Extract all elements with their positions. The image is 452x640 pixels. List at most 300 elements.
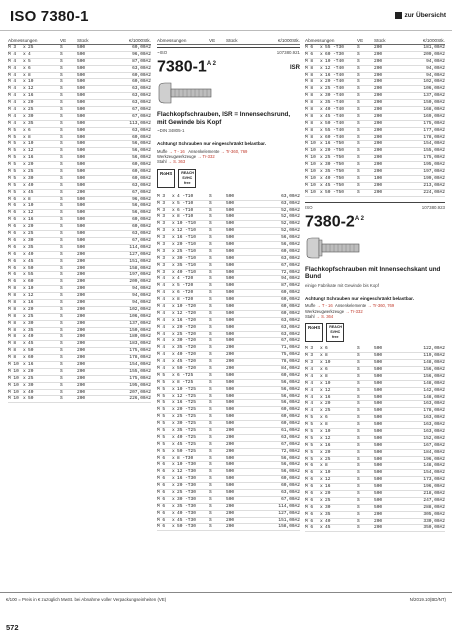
size-length: 12 (325, 387, 331, 393)
size-length: 30 -T25 (177, 421, 196, 427)
size-length: 16 -T50 (325, 141, 344, 147)
size-dim: M 6 (157, 476, 166, 482)
size-length: 25 -T20 (177, 331, 196, 337)
size-length: 12 -T10 (177, 228, 196, 234)
price-cell: 67,00A2 (132, 189, 151, 195)
size-length: 55 -T40 (325, 127, 344, 133)
overview-link[interactable] (395, 12, 446, 19)
size-length: 30 -T20 (177, 338, 196, 344)
ve-cell: S (209, 352, 212, 358)
size-sep: x (172, 200, 175, 206)
size-dim: M 6 (157, 524, 166, 530)
product-meta (157, 149, 300, 165)
price-cell: 78,00A2 (281, 359, 300, 365)
size-length: 6 (325, 346, 328, 352)
ve-cell: S (209, 462, 212, 468)
size-length: 25 (325, 497, 331, 503)
price-cell: 67,00A2 (281, 338, 300, 344)
price-cell: 52,00A2 (281, 214, 300, 220)
price-cell: 63,00A2 (281, 434, 300, 440)
size-length: 12 -T20 (177, 310, 196, 316)
qty-cell: 200 (374, 65, 383, 71)
price-cell: 60,00A2 (132, 175, 151, 181)
size-dim: M 5 (8, 148, 17, 154)
price-cell: 148,00A2 (423, 394, 445, 400)
price-cell: 150,00A2 (423, 100, 445, 106)
size-dim: M 8 (305, 86, 314, 92)
qty-cell: 500 (77, 175, 86, 181)
price-cell: 154,00A2 (423, 470, 445, 476)
size-length: 35 (28, 327, 34, 333)
table-row (8, 121, 151, 128)
price-cell: 305,00A2 (423, 511, 445, 517)
size-length: 25 (28, 313, 34, 319)
size-length: 30 -T40 (325, 93, 344, 99)
qty-cell: 500 (226, 462, 235, 468)
qty-cell: 500 (77, 169, 86, 175)
size-dim: M 5 (8, 189, 17, 195)
ve-cell: S (357, 155, 360, 161)
ve-cell: S (209, 428, 212, 434)
size-sep: x (320, 72, 323, 78)
ve-cell: S (60, 72, 63, 78)
size-dim: M 6 (8, 231, 17, 237)
table-row (305, 100, 445, 107)
qty-cell: 200 (77, 286, 86, 292)
size-dim: M 5 (157, 428, 166, 434)
qty-cell: 500 (77, 155, 86, 161)
price-cell: 52,00A2 (281, 207, 300, 213)
price-cell: 60,00A2 (132, 169, 151, 175)
product-subtitle: einige Fabrikate mit Gewinde bis Kopf (305, 282, 379, 288)
size-dim: M 5 (305, 442, 314, 448)
meta-link[interactable]: → Tr-332 (197, 153, 215, 159)
size-sep: x (23, 306, 26, 312)
size-dim: M 3 (157, 248, 166, 254)
size-length: 40 (325, 518, 331, 524)
table-row (8, 52, 151, 59)
table-header (8, 37, 151, 45)
size-length: 20 (28, 306, 34, 312)
size-dim: M 3 (157, 241, 166, 247)
size-dim: M 4 (305, 394, 314, 400)
size-length: 12 (28, 86, 34, 92)
qty-cell: 200 (77, 348, 86, 354)
table-row (157, 256, 300, 263)
ve-cell: S (357, 491, 360, 497)
ve-cell: S (357, 470, 360, 476)
size-sep: x (172, 372, 175, 378)
qty-cell: 200 (374, 525, 383, 531)
size-length: 50 (28, 396, 34, 402)
size-dim: M 3 (157, 200, 166, 206)
price-cell: 56,00A2 (281, 462, 300, 468)
size-sep: x (172, 352, 175, 358)
price-cell: 156,00A2 (423, 373, 445, 379)
table-row (8, 293, 151, 300)
price-cell: 63,00A2 (132, 65, 151, 71)
page-number: 572 (6, 623, 19, 632)
table-row (157, 249, 300, 256)
meta-link[interactable]: → Tr-360, 769 (367, 303, 395, 309)
price-cell: 60,00A2 (281, 407, 300, 413)
qty-cell: 500 (77, 79, 86, 85)
price-cell: 152,00A2 (423, 435, 445, 441)
qty-cell: 200 (374, 51, 383, 57)
qty-cell: 200 (226, 345, 235, 351)
size-length: 25 (28, 375, 34, 381)
size-dim: M 6 (8, 203, 17, 209)
qty-cell: 500 (226, 421, 235, 427)
price-cell: 199,00A2 (423, 175, 445, 181)
table-row (305, 491, 445, 498)
qty-cell: 200 (77, 334, 86, 340)
size-length: 10 -T25 (177, 386, 196, 392)
price-cell: 63,00A2 (281, 200, 300, 206)
price-cell: 60,00A2 (281, 414, 300, 420)
size-length: 60 -T40 (325, 134, 344, 140)
size-sep: x (23, 224, 26, 230)
size-sep: x (23, 320, 26, 326)
size-dim: M 10 (305, 189, 316, 195)
size-dim: M 6 (8, 237, 17, 243)
size-length: 10 (325, 380, 331, 386)
size-sep: x (23, 45, 26, 50)
price-cell: 60,00A2 (281, 248, 300, 254)
price-cell: 60,00A2 (132, 134, 151, 140)
size-dim: M 8 (8, 355, 17, 361)
size-sep: x (320, 373, 323, 379)
qty-cell: 200 (226, 434, 235, 440)
size-dim: M 8 (8, 293, 17, 299)
ve-cell: S (209, 324, 212, 330)
price-cell: 96,00A2 (132, 51, 151, 57)
size-length: 30 (28, 382, 34, 388)
product-block-7380-2 (305, 202, 445, 343)
qty-cell: 500 (77, 86, 86, 92)
size-length: 5 -T10 (177, 200, 194, 206)
table-row (157, 449, 300, 456)
screw-icon (157, 81, 217, 105)
qty-cell: 200 (77, 258, 86, 264)
ve-cell: S (60, 286, 63, 292)
table-row (8, 245, 151, 252)
table-row (8, 369, 151, 376)
size-length: 4 -T20 (177, 276, 194, 282)
ve-cell: S (357, 182, 360, 188)
size-length: 30 -T30 (177, 496, 196, 502)
qty-cell: 200 (226, 524, 235, 530)
ve-cell: S (357, 373, 360, 379)
ve-cell: S (209, 303, 212, 309)
badges (157, 169, 300, 188)
price-cell: 56,00A2 (132, 141, 151, 147)
ve-cell: S (60, 306, 63, 312)
qty-cell: 500 (226, 469, 235, 475)
qty-cell: 200 (374, 107, 383, 113)
ve-cell: S (209, 379, 212, 385)
qty-cell: 500 (374, 373, 383, 379)
price-cell: 60,00A2 (132, 162, 151, 168)
size-dim: M 8 (8, 306, 17, 312)
price-cell: 63,00A2 (281, 490, 300, 496)
size-length: 50 -T30 (177, 524, 196, 530)
ve-cell: S (357, 162, 360, 168)
size-dim: M 10 (8, 389, 19, 395)
size-sep: x (23, 162, 26, 168)
price-cell: 213,00A2 (423, 182, 445, 188)
ve-cell: S (209, 469, 212, 475)
size-sep: x (172, 441, 175, 447)
size-length: 35 (325, 511, 331, 517)
table-row (8, 396, 151, 403)
size-length: 6 (28, 65, 31, 71)
qty-cell: 500 (77, 231, 86, 237)
product-title: Flachkopfschrauben, ISR = Innensechsrund, mit Gewinde bis Kopf (157, 111, 291, 126)
ve-cell: S (357, 360, 360, 366)
qty-cell: 200 (226, 366, 235, 371)
rohs-badge: RoHS (305, 323, 323, 342)
qty-cell: 500 (77, 93, 86, 99)
size-length: 10 -T10 (177, 221, 196, 227)
meta-link[interactable]: → Tr-360, 769 (220, 148, 248, 154)
price-cell: 158,00A2 (129, 265, 151, 271)
size-length: 10 -T30 (177, 462, 196, 468)
price-cell: 94,00A2 (281, 276, 300, 282)
size-length: 55 -T30 (325, 45, 344, 50)
size-length: 16 -T25 (177, 400, 196, 406)
price-cell: 175,00A2 (423, 155, 445, 161)
qty-cell: 200 (374, 113, 383, 119)
size-length: 20 -T50 (325, 148, 344, 154)
size-length: 12 -T40 (325, 65, 344, 71)
size-sep: x (320, 169, 323, 175)
price-cell: 163,00A2 (423, 422, 445, 428)
table-row (305, 52, 445, 59)
price-cell: 151,00A2 (278, 517, 300, 523)
qty-cell: 200 (226, 359, 235, 365)
size-sep: x (23, 217, 26, 223)
qty-cell: 200 (77, 396, 86, 402)
size-length: 16 (28, 299, 34, 305)
ve-cell: S (209, 414, 212, 420)
ve-cell: S (357, 86, 360, 92)
table-row (305, 505, 445, 512)
ve-cell: S (209, 372, 212, 378)
product-header (157, 50, 300, 55)
meta-link[interactable]: → S. 364 (315, 313, 334, 319)
price-cell: 180,00A2 (129, 334, 151, 340)
size-dim: M 6 (305, 470, 314, 476)
price-cell: 127,00A2 (129, 251, 151, 257)
size-dim: M 5 (8, 141, 17, 147)
size-dim: M 10 (8, 368, 19, 374)
size-sep: x (23, 327, 26, 333)
size-sep: x (23, 382, 26, 388)
size-length: 10 (325, 429, 331, 435)
qty-cell: 200 (374, 189, 383, 195)
price-cell: 119,00A2 (423, 353, 445, 359)
size-sep: x (23, 79, 26, 85)
size-sep: x (172, 324, 175, 330)
price-cell: 56,00A2 (281, 400, 300, 406)
size-dim: M 8 (8, 286, 17, 292)
ve-cell: S (60, 396, 63, 402)
size-dim: M 5 (157, 407, 166, 413)
size-sep: x (320, 456, 323, 462)
size-sep: x (23, 203, 26, 209)
ve-cell: S (209, 221, 212, 227)
price-cell: 56,00A2 (281, 235, 300, 241)
size-sep: x (172, 428, 175, 434)
qty-cell: 500 (77, 217, 86, 223)
size-dim: M 6 (305, 491, 314, 497)
size-sep: x (320, 429, 323, 435)
qty-cell: 500 (226, 214, 235, 220)
size-dim: M 8 (305, 113, 314, 119)
meta-key: Werkzeugwerkzeuge (305, 308, 345, 314)
qty-cell: 500 (374, 463, 383, 469)
size-dim: M 4 (8, 113, 17, 119)
table-row (8, 114, 151, 121)
table-row (8, 66, 151, 73)
table-row (157, 380, 300, 387)
price-cell: 155,00A2 (423, 148, 445, 154)
ve-cell: S (357, 401, 360, 407)
size-sep: x (172, 496, 175, 502)
size-dim: M 4 (157, 276, 166, 282)
size-dim: M 4 (8, 100, 17, 106)
table-row (305, 114, 445, 121)
size-sep: x (320, 477, 323, 483)
qty-cell: 500 (226, 372, 235, 378)
header-size: Abmessungen (157, 38, 187, 43)
price-cell: 56,00A2 (132, 148, 151, 154)
meta-link[interactable]: → S. 363 (167, 159, 186, 165)
size-sep: x (23, 341, 26, 347)
size-sep: x (172, 393, 175, 399)
size-length: 35 -T25 (177, 428, 196, 434)
size-sep: x (172, 214, 175, 220)
price-cell: 60,00A2 (281, 476, 300, 482)
qty-cell: 500 (226, 393, 235, 399)
price-cell: 94,00A2 (426, 65, 445, 71)
size-length: 45 -T50 (325, 182, 344, 188)
ve-cell: S (60, 175, 63, 181)
size-sep: x (320, 93, 323, 99)
price-cell: 156,00A2 (423, 367, 445, 372)
qty-cell: 500 (226, 207, 235, 213)
table-row (305, 59, 445, 66)
table-row (157, 511, 300, 518)
ve-cell: S (60, 244, 63, 250)
ve-cell: S (357, 415, 360, 421)
size-length: 40 -T25 (177, 434, 196, 440)
ve-cell: S (60, 203, 63, 209)
price-cell: 94,00A2 (132, 299, 151, 305)
size-sep: x (23, 65, 26, 71)
product-label: ~ISO (157, 50, 168, 55)
qty-cell: 500 (226, 476, 235, 482)
meta-link[interactable]: → T - 16 (316, 303, 333, 309)
size-dim: M 3 (157, 228, 166, 234)
qty-cell: 500 (374, 442, 383, 448)
size-length: 12 (325, 477, 331, 483)
qty-cell: 200 (77, 382, 86, 388)
ve-cell: S (60, 272, 63, 278)
qty-cell: 500 (226, 324, 235, 330)
qty-cell: 200 (77, 313, 86, 319)
price-cell: 56,00A2 (132, 155, 151, 161)
table-row (157, 297, 300, 304)
price-cell: 178,00A2 (423, 134, 445, 140)
size-sep: x (172, 331, 175, 337)
size-length: 40 (28, 182, 34, 188)
size-sep: x (320, 415, 323, 421)
product-warning: Achtung! Schrauben nur eingeschränkt belastbar. (305, 295, 414, 301)
size-dim: M 5 (8, 162, 17, 168)
size-sep: x (320, 463, 323, 469)
table-row (305, 436, 445, 443)
ve-cell: S (209, 524, 212, 530)
table-row (157, 325, 300, 332)
price-cell: 63,00A2 (132, 100, 151, 106)
qty-cell: 500 (374, 470, 383, 476)
size-sep: x (320, 491, 323, 497)
qty-cell: 500 (374, 401, 383, 407)
price-cell: 122,00A2 (423, 346, 445, 352)
table-row (8, 376, 151, 383)
table-row (157, 435, 300, 442)
size-dim: M 3 (305, 360, 314, 366)
qty-cell: 500 (374, 387, 383, 393)
size-dim: M 10 (305, 175, 316, 181)
qty-cell: 500 (374, 449, 383, 455)
size-sep: x (172, 338, 175, 344)
size-dim: M 3 (157, 235, 166, 241)
qty-cell: 200 (226, 503, 235, 509)
meta-link[interactable]: → Tr-332 (345, 308, 363, 314)
size-dim: M 10 (305, 148, 316, 154)
meta-link[interactable]: → T - 16 (168, 148, 185, 154)
size-dim: M 3 (157, 207, 166, 213)
table-row (305, 512, 445, 519)
size-sep: x (320, 141, 323, 147)
product-number-text: 7380-2 (305, 212, 355, 230)
price-cell: 67,00A2 (281, 496, 300, 502)
price-cell: 330,00A2 (423, 518, 445, 524)
table-row (305, 525, 445, 532)
qty-cell: 500 (226, 310, 235, 316)
ve-cell: S (209, 503, 212, 509)
qty-cell: 500 (77, 51, 86, 57)
size-length: 30 (28, 113, 34, 119)
table-body (157, 194, 300, 532)
qty-cell: 200 (77, 389, 86, 395)
size-sep: x (23, 231, 26, 237)
size-sep: x (23, 148, 26, 154)
size-dim: M 5 (157, 372, 166, 378)
table-row (8, 300, 151, 307)
qty-cell: 500 (77, 203, 86, 209)
size-sep: x (320, 394, 323, 400)
ve-cell: S (60, 79, 63, 85)
size-length: 40 -T30 (177, 510, 196, 516)
qty-cell: 200 (374, 127, 383, 133)
price-cell: 60,00A2 (281, 297, 300, 303)
product-grade: A 2 (354, 215, 364, 222)
size-sep: x (172, 421, 175, 427)
